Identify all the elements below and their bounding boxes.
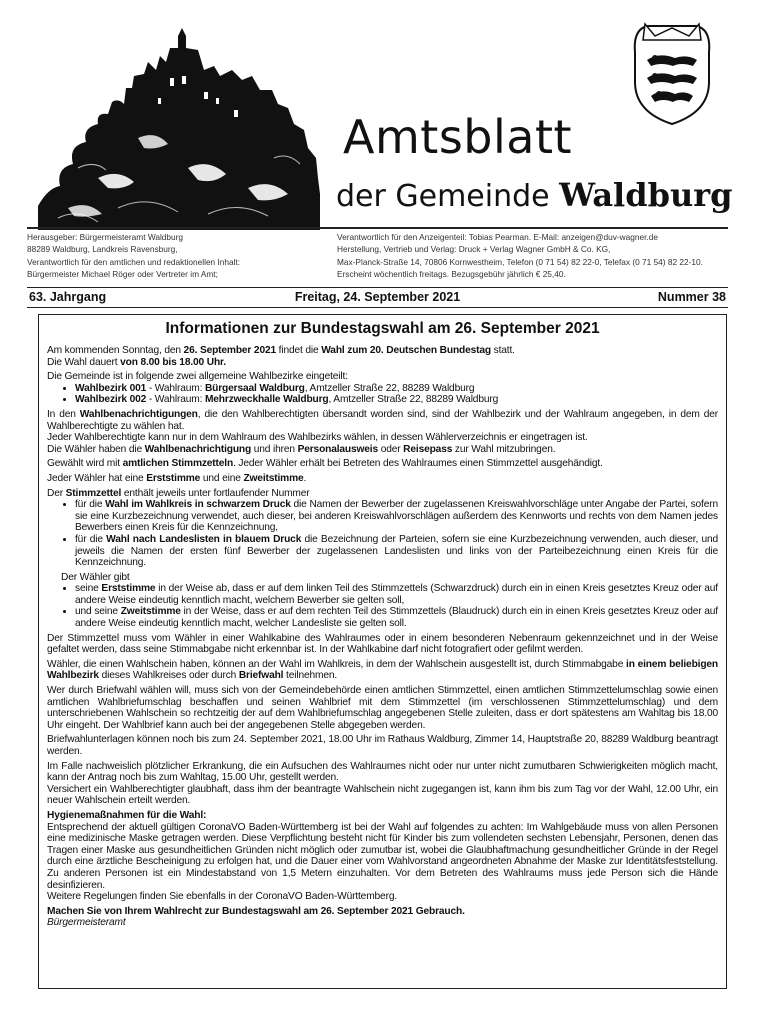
list-item: • für die Wahl im Wahlkreis in schwarzem Druck die Namen der Bewerber der zugelassenen Kreiswahlvorschläge unter Angabe der Partei, sofern sie eine Kurzbezeichnung verwendet, auch dieser, bei anderen Kreiswahlvorschlägen außerdem des Kennworts und rechts von dem Namen jedes Bewerbers einen Kreis für die Kennzeichnung,	[75, 499, 718, 534]
closing-appeal	[47, 906, 718, 918]
paragraph: Wähler, die einen Wahlschein haben, können an der Wahl im Wahlkreis, in dem der Wahlschein ausgestellt ist, durch Stimmabgabe in einem beliebigen Wahlbezirk dieses Wahlkreises oder durch Briefwahl teilnehmen.	[47, 658, 718, 682]
ballot-list	[47, 499, 718, 569]
imprint-line: Bürgermeister Michael Röger oder Vertreter im Amt;	[27, 269, 218, 280]
list-item: • und seine Zweitstimme in der Weise, dass er auf dem rechten Teil des Stimmzettels (Blaudruck) durch ein in einen Kreis gesetztes Kreuz oder auf andere Weise eindeutig kenntlich macht, welcher Landesliste sie gelten soll.	[75, 606, 718, 629]
newspaper-subtitle	[336, 176, 732, 214]
bold-text: amtlichen Stimmzetteln	[122, 458, 234, 470]
bold-text: Zweitstimme	[243, 472, 304, 484]
issue-number: Nummer 38	[657, 290, 726, 304]
imprint-line: Verantwortlich für den amtlichen und redaktionellen Inhalt:	[27, 256, 241, 267]
bold-text: von 8.00 bis 18.00 Uhr.	[120, 356, 226, 368]
paragraph: Jeder Wähler hat eine Erststimme und eine Zweitstimme.	[47, 472, 307, 484]
list-item: • für die Wahl nach Landeslisten in blauem Druck die Bezeichnung der Parteien, sofern sie eine Kurzbezeichnung verwenden, auch dieser, und jeweils die Namen der ersten fünf Bewerber der zugelassenen Landeslisten und links von der Parteibezeichnung einen Kreis für die Kennzeichnung.	[75, 534, 718, 569]
bold-text: Wahl nach Landeslisten in blauem Druck	[106, 533, 302, 545]
issue-date: Freitag, 24. September 2021	[294, 290, 461, 304]
paragraph: Der Wähler gibt	[61, 571, 130, 583]
imprint-line: Max-Planck-Straße 14, 70806 Kornwestheim, Telefon (0 71 54) 82 22-0, Telefax (0 71 54) 82 22-10.	[337, 256, 703, 267]
bold-text: Wahl zum 20. Deutschen Bundestag	[321, 345, 491, 356]
paragraph: Der Stimmzettel enthält jeweils unter fortlaufender Nummer	[47, 487, 310, 499]
imprint-right	[337, 231, 703, 281]
imprint-line: Erscheint wöchentlich freitags. Bezugsgebühr jährlich € 25,40.	[337, 269, 566, 280]
volume-label: 63. Jahrgang	[29, 290, 107, 304]
paragraph: In den Wahlbenachrichtigungen, die den Wahlberechtigten übersandt worden sind, sind der Wahlbezirk und der Wahlraum angegeben, in dem der Wahlberechtigte zu wählen hat. Jeder Wahlberechtigte kann nur in dem Wahlraum des Wahlbezirks wählen, in dessen Wählerverzeichnis er eingetragen ist. Die Wähler haben die Wahlbenachrichtigung und ihren Personalausweis oder Reisepass zur Wahl mitzubringen.	[47, 408, 718, 455]
bold-text: Mehrzweckhalle Waldburg	[204, 394, 329, 406]
bold-text: Reisepass	[403, 443, 453, 455]
article-title: Informationen zur Bundestagswahl am 26. September 2021	[165, 320, 600, 337]
bold-text: Wahl im Wahlkreis in schwarzem Druck	[105, 499, 291, 511]
bold-text: Erststimme	[146, 472, 201, 484]
imprint-line: Verantwortlich für den Anzeigenteil: Tobias Pearman. E-Mail: anzeigen@duv-wagner.de	[337, 232, 658, 242]
bold-text: Wahlbezirk 002	[75, 394, 147, 406]
district-list	[47, 383, 718, 406]
issue-info-bar	[27, 287, 728, 308]
paragraph: Gewählt wird mit amtlichen Stimmzetteln. Jeder Wähler erhält bei Betreten des Wahlraumes einen Stimmzettel ausgehändigt.	[47, 458, 603, 470]
bold-text: Erststimme	[101, 583, 156, 595]
bold-text: Machen Sie von Ihrem Wahlrecht zur Bundestagswahl am 26. September 2021 Gebrauch.	[47, 905, 465, 917]
paragraph: Die Gemeinde ist in folgende zwei allgemeine Wahlbezirke eingeteilt:	[47, 371, 348, 383]
bold-text: in einem beliebigen Wahlbezirk	[47, 658, 718, 682]
signature-text: Bürgermeisteramt	[47, 917, 126, 929]
imprint-line: 88289 Waldburg, Landkreis Ravensburg,	[27, 244, 178, 255]
masthead-rule	[27, 227, 728, 229]
bold-text: Stimmzettel	[65, 487, 122, 499]
election-article	[38, 314, 727, 989]
bold-text: Hygienemaßnahmen für die Wahl:	[47, 809, 207, 821]
paragraph: Hygienemaßnahmen für die Wahl: Entsprechend der aktuell gültigen CoronaVO Baden-Württemberg ist bei der Wahl auf folgendes zu achten: Im Wahlgebäude muss von allen Personen eine medizinische Maske getragen werden. Diese Verpflichtung besteht nicht für Kinder bis zum vollendeten sechsten Lebensjahr, Personen, denen das Tragen einer Maske aus gesundheitlichen Gründen nicht möglich oder zumutbar ist, wobei die Glaubhaftmachung gesundheitlicher Gründe in der Regel durch eine ärztliche Bescheinigung zu erfolgen hat, und die Dauer einer vom Wahlvorstand angeordneten Abnahme der Maske zur Identitätsfeststellung. Zu anderen Personen ist ein Mindestabstand von 1,5 Metern einzuhalten. Vor dem Betreten des Wahlraums muss jede Person sich die Hände desinfizieren. Weitere Regelungen finden Sie ebenfalls in der CoronaVO Baden-Württemberg.	[47, 809, 718, 903]
newspaper-title: Amtsblatt	[343, 110, 573, 164]
list-item: • Wahlbezirk 001 - Wahlraum: Bürgersaal Waldburg, Amtzeller Straße 22, 88289 Waldburg	[75, 383, 718, 395]
subtitle-prefix: der Gemeinde	[336, 179, 550, 214]
coat-of-arms-icon	[625, 22, 720, 127]
bold-text: Wahlbenachrichtigung	[144, 443, 252, 455]
paragraph: Wer durch Briefwahl wählen will, muss sich von der Gemeindebehörde einen amtlichen Stimmzettel, einen amtlichen Stimmzettelumschlag sowie einen amtlichen Wahlbriefumschlag beschaffen und seinen Wahlbrief mit dem Stimmzettel (im verschlossenen Stimmzettelumschlag) und dem unterschriebenen Wahlschein so rechtzeitig der auf dem Wahlbriefumschlag angegebenen Stelle zuleiten, dass er dort spätestens am Wahltag bis 18.00 Uhr eingeht. Der Wahlbrief kann auch bei der angegebenen Stelle abgegeben werden.	[47, 685, 718, 731]
bold-text: Bürgersaal Waldburg	[204, 382, 305, 394]
vote-list	[47, 583, 718, 629]
bold-text: Briefwahl	[238, 670, 284, 682]
castle-illustration	[38, 18, 320, 230]
bold-text: Wahlbezirk 001	[75, 382, 147, 394]
imprint-left	[27, 231, 240, 281]
bold-text: Wahlbenachrichtigungen	[79, 408, 198, 420]
paragraph: Der Stimmzettel muss vom Wähler in einer Wahlkabine des Wahlraumes oder in einem besonderen Nebenraum gekennzeichnet und in der Weise gefaltet werden, dass seine Stimmabgabe nicht erkennbar ist. In der Wahlkabine darf nicht fotografiert oder gefilmt werden.	[47, 632, 718, 656]
bold-text: Zweitstimme	[120, 606, 181, 618]
paragraph: Im Falle nachweislich plötzlicher Erkrankung, die ein Aufsuchen des Wahlraumes nicht oder nur unter nicht zumutbaren Schwierigkeiten möglich macht, kann der Antrag noch bis zum Wahltag, 15.00 Uhr, gestellt werden. Versichert ein Wahlberechtigter glaubhaft, dass ihm der beantragte Wahlschein nicht zugegangen ist, kann ihm bis zum Tag vor der Wahl, 12.00 Uhr, ein neuer Wahlschein erteilt werden.	[47, 760, 718, 807]
imprint-line: Herausgeber: Bürgermeisteramt Waldburg	[27, 232, 184, 242]
subtitle-town: Waldburg	[559, 176, 733, 214]
paragraph: Briefwahlunterlagen können noch bis zum 24. September 2021, 18.00 Uhr im Rathaus Waldburg, Zimmer 14, Hauptstraße 20, 88289 Waldburg beantragt werden.	[47, 734, 718, 757]
bold-text: Personalausweis	[297, 443, 379, 455]
bold-text: 26. September 2021	[183, 345, 276, 356]
paragraph: Am kommenden Sonntag, den 26. September 2021 findet die Wahl zum 20. Deutschen Bundestag statt. Die Wahl dauert von 8.00 bis 18.00 Uhr.	[47, 345, 515, 368]
signature	[47, 917, 718, 929]
imprint-line: Herstellung, Vertrieb und Verlag: Druck + Verlag Wagner GmbH & Co. KG,	[337, 244, 611, 255]
list-item: • seine Erststimme in der Weise ab, dass er auf dem linken Teil des Stimmzettels (Schwarzdruck) durch ein in einen Kreis gesetztes Kreuz oder auf andere Weise eindeutig kenntlich macht, welchem Bewerber sie gelten soll,	[75, 583, 718, 606]
list-item: • Wahlbezirk 002 - Wahlraum: Mehrzweckhalle Waldburg, Amtzeller Straße 22, 88289 Waldburg	[75, 394, 718, 406]
